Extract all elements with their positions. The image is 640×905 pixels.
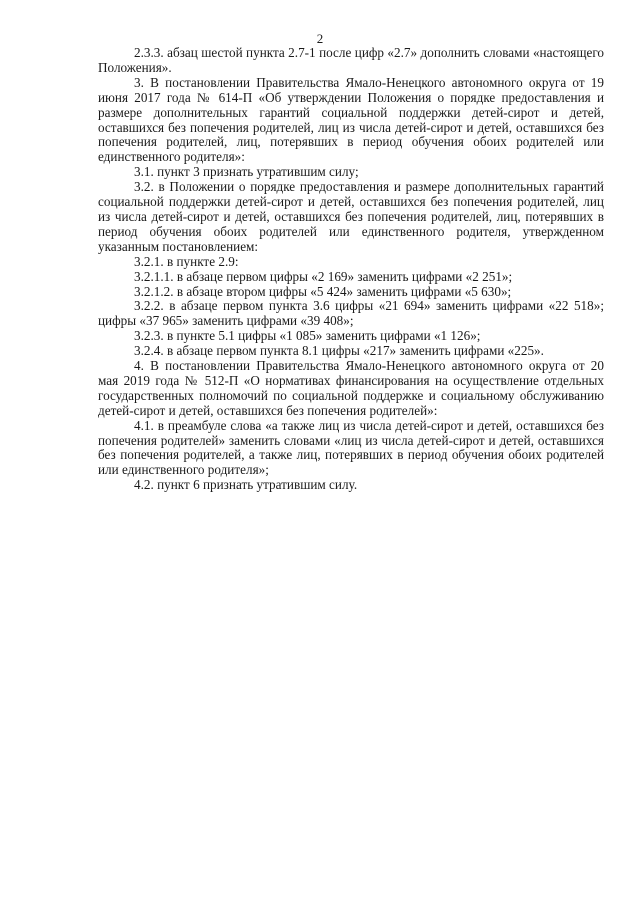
paragraph-3-2-4: 3.2.4. в абзаце первом пункта 8.1 цифры «217» заменить цифрами «225». xyxy=(134,343,544,359)
page-number: 2 xyxy=(316,31,324,46)
paragraph-4-1: 4.1. в преамбуле слова «а также лиц из числа детей-сирот и детей, оставшихся без попечения родителей» заменить словами «лиц из числа детей-сирот и детей, оставшихся без попечения родителей, а также лиц, потерявших в период обучения обоих родителей или единственного родителя»; xyxy=(98,417,604,478)
paragraph-3: 3. В постановлении Правительства Ямало-Ненецкого автономного округа от 19 июня 2017 года № 614-П «Об утверждении Положения о порядке предоставления и размере дополнительных гарантий социальной поддержки детей-сирот и детей, оставшихся без попечения родителей, лиц из числа детей-сирот и детей, оставшихся без попечения родителей, лиц, потерявших в период обучения обоих родителей или единственного родителя»: xyxy=(98,74,604,165)
document-body xyxy=(98,46,604,493)
paragraph-3-2-1: 3.2.1. в пункте 2.9: xyxy=(134,253,239,269)
paragraph-2-3-3: 2.3.3. абзац шестой пункта 2.7-1 после цифр «2.7» дополнить словами «настоящего Положения». xyxy=(98,45,604,75)
paragraph-4-2: 4.2. пункт 6 признать утратившим силу. xyxy=(134,477,358,493)
paragraph-3-2-1-1: 3.2.1.1. в абзаце первом цифры «2 169» заменить цифрами «2 251»; xyxy=(134,268,513,284)
paragraph-3-2-1-2: 3.2.1.2. в абзаце втором цифры «5 424» заменить цифрами «5 630»; xyxy=(134,283,512,299)
paragraph-3-2-3: 3.2.3. в пункте 5.1 цифры «1 085» заменить цифрами «1 126»; xyxy=(134,328,481,344)
paragraph-3-1: 3.1. пункт 3 признать утратившим силу; xyxy=(134,164,359,180)
paragraph-3-2: 3.2. в Положении о порядке предоставления и размере дополнительных гарантий социальной поддержки детей-сирот и детей, оставшихся без попечения родителей, лиц из числа детей-сирот и детей, оставшихся без попечения родителей, лиц, потерявших в период обучения обоих родителей или единственного родителя, утвержденном указанным постановлением: xyxy=(98,179,604,254)
paragraph-4: 4. В постановлении Правительства Ямало-Ненецкого автономного округа от 20 мая 2019 года № 512-П «О нормативах финансирования на осуществление отдельных государственных полномочий по социальной поддержке и социальному обслуживанию детей-сирот и детей, оставшихся без попечения родителей»: xyxy=(98,358,604,418)
paragraph-3-2-2: 3.2.2. в абзаце первом пункта 3.6 цифры «21 694» заменить цифрами «22 518»; цифры «37 965» заменить цифрами «39 408»; xyxy=(98,298,604,329)
